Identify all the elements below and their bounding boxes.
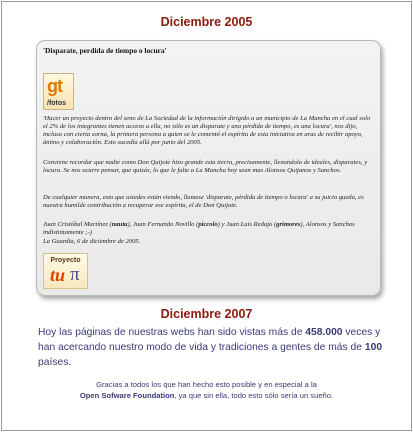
signature-nick: piccolo — [198, 221, 218, 228]
thanks-tail: , ya que sin ella, todo esto sólo sería un sueño. — [174, 390, 334, 400]
page-frame — [1, 1, 412, 431]
stats-text: Hoy las páginas de nuestras webs han sido vistas más de — [38, 327, 306, 338]
thanks-paragraph — [2, 380, 411, 401]
proyecto-tupi-logo[interactable] — [43, 253, 88, 289]
signature-nick: nauta — [111, 221, 128, 228]
pi-symbol: π — [70, 264, 80, 285]
card-paragraph-3: De cualquier manera, esto que ustedes están viendo, llamese 'disparate, pérdida de tiempo o locura' a su juicio queda, es nuestra humilde contribución a recuperar ese espíritu, el de Don Quijote. — [43, 194, 364, 210]
thanks-line-1: Gracias a todos los que han hecho esto posible y en especial a la — [96, 380, 317, 389]
stats-text: veces y han acercando nuestro modo de vida y tradiciones a gentes de más de — [38, 327, 381, 353]
gt-fotos-logo[interactable] — [43, 73, 74, 110]
stats-paragraph — [38, 325, 383, 370]
foundation-name: Open Sofware Foundation — [79, 390, 175, 400]
heading-2005: Diciembre 2005 — [160, 15, 253, 29]
signature-text: Juan Cristóbal Martínez ( — [43, 221, 112, 228]
card-title: 'Disparate, perdida de tiempo o locura' — [43, 46, 167, 55]
countries-count: 100 — [364, 342, 383, 353]
card-signature — [43, 221, 376, 237]
proyecto-label: Proyecto — [50, 257, 81, 264]
gt-logo-letters: gt — [47, 76, 62, 96]
card-paragraph-1: 'Hacer un proyecto dentro del seno de La Sociedad de la información dirigido a un municipio de La Mancha en el cual solo el 2% de los integrantes tienen acceso a ella, no sólo es un disparate y una pérdida de tiempo, es una locura', nos dijo, incluso con cierta sorna, la primera persona a quien se le comentó el espíritu de esta iniciativa en aras de recibir apoyo, ánimo y colaboración. Esto sucedía allá por junio del 2005. — [43, 115, 371, 147]
heading-2007: Diciembre 2007 — [160, 307, 253, 321]
signature-text: ) y Juan Luis Redajo ( — [217, 221, 277, 228]
logo-word: tu — [50, 265, 66, 285]
thanks-line-2 — [2, 391, 411, 402]
visits-count: 458.000 — [305, 327, 343, 338]
signature-nick: grimores — [276, 221, 301, 228]
quote-card — [36, 40, 381, 296]
card-paragraph-2: Conviene recordar que nadie como Don Quijote hizo grande esta tierra, precisamente, llenandola de ideales, disparates, y locura. Se nos ocurre pensar, que quizás, lo que le falte a La Mancha hoy sean mas Alonsos Quijanos y Sanchos. — [43, 159, 368, 175]
stats-text: países. — [38, 357, 72, 368]
card-date: La Guardia, 6 de diciembre de 2005. — [43, 238, 141, 245]
signature-text: ), Alonsos y Sanchos indistintamente ;-) — [43, 221, 355, 237]
signature-text: ), Juan Fernando Novillo ( — [127, 221, 199, 228]
gt-logo-caption: /fotos — [47, 100, 67, 107]
